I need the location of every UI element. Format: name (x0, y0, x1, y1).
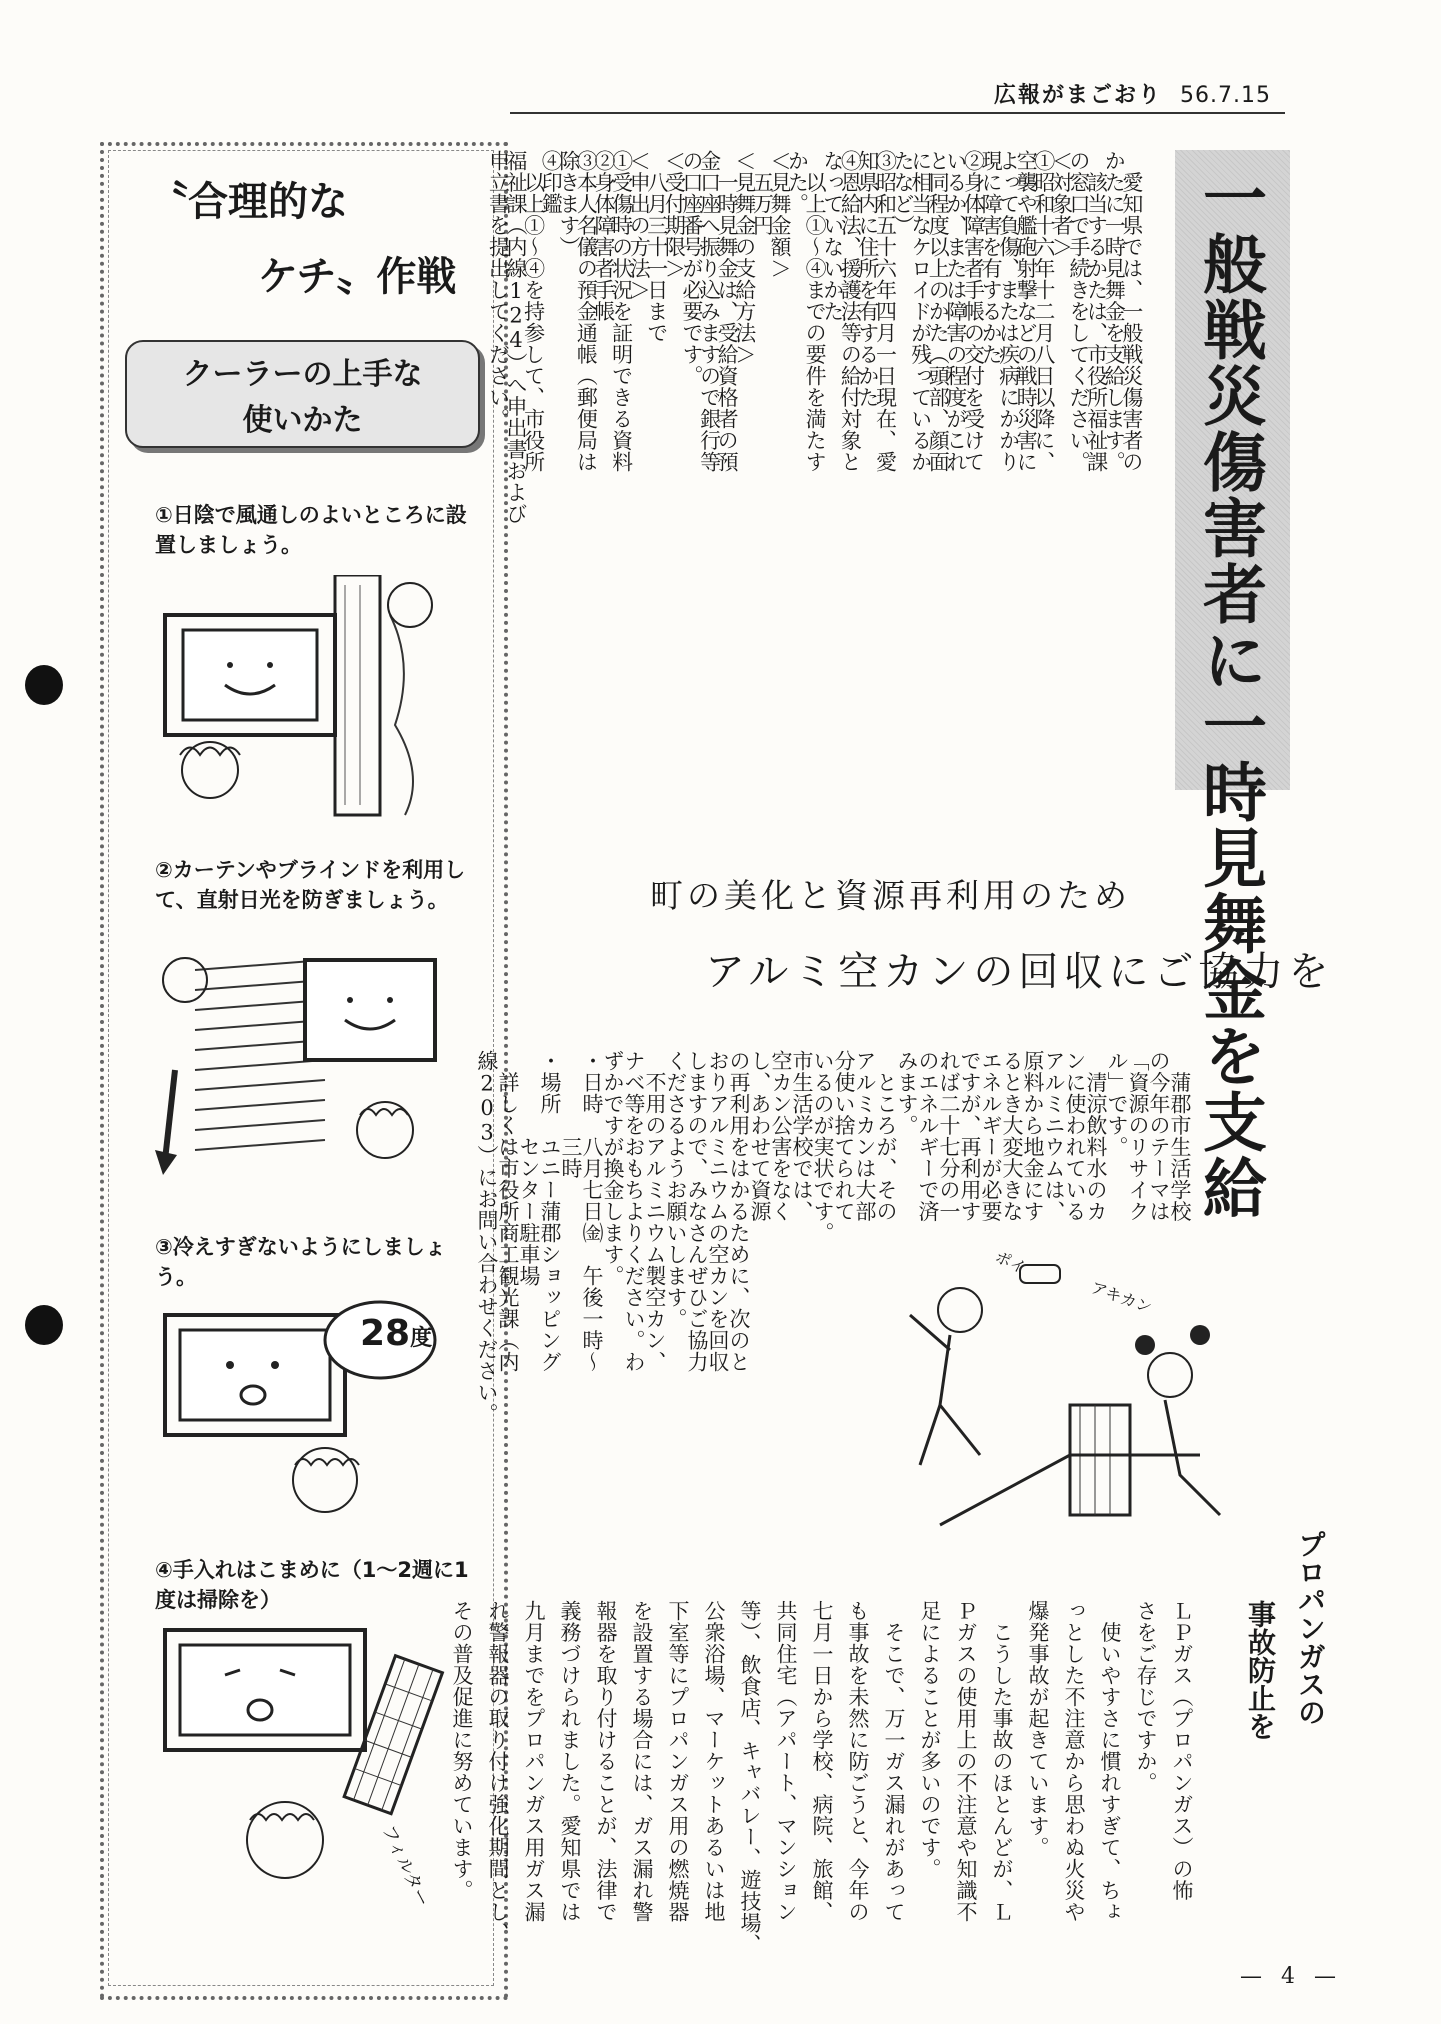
war-article-body (486, 150, 1175, 780)
alumi-article-line: ところが、その (874, 1050, 898, 1222)
panel-subtitle-box (125, 340, 480, 448)
alumi-article-line: ル」です。 (1105, 1050, 1129, 1158)
alumi-article-line: いるのが実状です。 (811, 1050, 835, 1244)
propane-article-line: 共同住宅（アパート、マンション (774, 1600, 798, 1923)
war-article-line: 五万円 (750, 150, 775, 236)
alumi-article-line: 市生活学校では、 (790, 1050, 814, 1222)
war-article-line: 一時見舞金は、受給資格者の預 (715, 150, 740, 473)
tip-1: ①日陰で風通しのよいところに設置しましょう。 (155, 503, 467, 557)
propane-article-line: 使いやすさに慣れすぎて、ちょ (1098, 1600, 1122, 1923)
alumi-article-line: れば二十七分の一 (937, 1050, 961, 1222)
war-article-line: 知県内に住所を有するかた (855, 150, 880, 408)
war-article-line: ②身体障害者手帳の交付を受けて (961, 150, 986, 473)
war-article-line: よって負傷、または疾病にかかり (996, 150, 1021, 473)
issue-date: 56.7.15 (1180, 83, 1271, 108)
war-article-line: ③昭和五十六年四月一日現在、愛 (873, 150, 898, 473)
sfx-akikan: アキカン (1088, 1277, 1155, 1318)
alumi-article-line: の再利用をはかるために、次のと (727, 1050, 751, 1373)
propane-article-line: 義務づけられました。愛知県では (558, 1600, 582, 1923)
propane-article-line: 公衆浴場、マーケットあるいは地 (702, 1600, 726, 1923)
alumi-article-line: 空カン公害をなく (769, 1050, 793, 1222)
propane-article-line: Ｐガスの使用上の不注意や知識不 (954, 1600, 978, 1923)
alumi-article-line: の今年のテーマは (1147, 1050, 1171, 1222)
war-article-line: ＜見舞金額＞ (767, 150, 792, 279)
propane-article-columns (444, 1600, 1200, 1980)
tip-3: ③冷えすぎないようにしましょう。 (155, 1235, 446, 1289)
temperature-value: 28 (360, 1313, 411, 1354)
war-article-line: 除きます） (556, 150, 581, 258)
propane-article-line: さをご存じですか。 (1134, 1600, 1158, 1794)
header-rule (510, 112, 1285, 114)
war-article-line: に相当なケロイドが残っているか (908, 150, 933, 473)
alumi-article-line: ・日時 八月七日㈮ 午後一時〜 (580, 1050, 604, 1373)
cool-setting-illustration (155, 1295, 455, 1535)
alumi-headline-line2: アルミ空カンの回収にご協力を (705, 949, 1334, 995)
blinds-illustration (155, 950, 455, 1220)
alumi-article-line: 原料から地金にす (1021, 1050, 1045, 1222)
propane-article-line: 足によることが多いのです。 (918, 1600, 942, 1880)
alumi-article-line: おりアルミニウムの空カンを回収 (706, 1050, 730, 1373)
aircon-shade-illustration (155, 575, 455, 825)
alumi-article-line: 詳しくは市役所商工観光課（内 (496, 1050, 520, 1373)
propane-headline-line2: 事故防止を (1244, 1600, 1277, 1740)
alumi-article-line: 線203）にお問い合わせください。 (475, 1050, 499, 1425)
alumi-article-line: エネルギーが必要 (979, 1050, 1003, 1222)
propane-article-line: 爆発事故が起きています。 (1026, 1600, 1050, 1858)
tip-2: ②カーテンやブラインドを利用して、直射日光を防ぎましょう。 (155, 858, 466, 912)
war-article-line: かたに一時見舞金を支給します。 (1102, 150, 1127, 473)
war-article-line: ③本人名儀の預金通帳（郵便局は (574, 150, 599, 473)
war-article-line: いるか、または障害の程度がこれ (943, 150, 968, 473)
alumi-article-line: ンに使われている (1063, 1050, 1087, 1222)
war-article-line: ＜受付期限＞ (662, 150, 687, 279)
alumi-article-line: 蒲郡市生活学校 (1168, 1050, 1192, 1222)
alumi-article-line: くださるようお願いします。 (664, 1050, 688, 1330)
propane-article-line: その普及促進に努めています。 (450, 1600, 474, 1901)
temperature-label (360, 1313, 432, 1354)
alumi-article-line: のエネルギーで済 (916, 1050, 940, 1222)
war-article-columns (486, 150, 1144, 780)
war-article-line: と同程度以上のかた（頭部、顔面 (926, 150, 951, 473)
alumi-article-line: 分使い捨てられて (832, 1050, 856, 1222)
alumi-article-line: ずかですが換金します。 (601, 1050, 625, 1287)
propane-article-line: を設置する場合には、ガス漏れ警 (630, 1600, 654, 1923)
punch-hole (25, 1305, 63, 1345)
war-article-line: 愛知県では、一般戦災傷害者の (1119, 150, 1144, 473)
panel-title-line2: ケチ〟作戦 (258, 254, 457, 300)
panel-subtitle-line2: 使いかた (242, 403, 363, 438)
page-number: — 4 — (1240, 1964, 1342, 1989)
alumi-article-line: ナベ等をおもちよりください。わ (622, 1050, 646, 1373)
war-article-line: 以上①〜④までの要件を満たす (803, 150, 828, 473)
war-article-line: なっていないかた (820, 150, 845, 322)
propane-article-line: 下室等にプロパンガス用の燃焼器 (666, 1600, 690, 1923)
can-cartoon (900, 1255, 1230, 1535)
panel-subtitle-line1: クーラーの上手な (182, 357, 423, 392)
war-article-line: かた。 (785, 150, 810, 215)
propane-article-line: ＬＰガス（プロパンガス）の怖 (1170, 1600, 1194, 1901)
alumi-article-line: アルミカンは大部 (853, 1050, 877, 1222)
war-article-line: の口座番号が必要です。 (679, 150, 704, 387)
filter-label: フィルター (377, 1821, 434, 1911)
war-article-line: たなど） (891, 150, 916, 236)
war-article-line: ①受傷時の状況を証明できる資料 (609, 150, 634, 473)
war-article-line: 現に障害を有するかた (979, 150, 1004, 365)
panel-title-line1: 〝合理的な (148, 179, 348, 225)
war-article-headline: 一般戦災傷害者に一時見舞金を支給 (1192, 165, 1266, 1221)
punch-hole (25, 665, 63, 705)
can-collection-illustration (900, 1247, 1230, 1535)
alumi-article-line: ですが、再利用す (958, 1050, 982, 1222)
propane-article-line: こうした事故のほとんどが、Ｌ (990, 1600, 1014, 1923)
alumi-headline-line1: 町の美化と資源再利用のため (650, 876, 1131, 915)
propane-article-line: 等）、飲食店、キャバレー、遊技場、 (738, 1600, 762, 1955)
war-article-line: 福祉課（内線124）へ申出書および (504, 150, 529, 525)
propane-article-line: 報器を取り付けることが、法律で (594, 1600, 618, 1923)
alumi-article-line: みます。 (895, 1050, 919, 1136)
sfx-poi: ポイ (992, 1247, 1030, 1278)
alumi-article-line: し、あわせて資源 (748, 1050, 772, 1222)
alumi-article-line: 三時 (559, 1050, 583, 1179)
war-article-line: ＜対象者＞ (1049, 150, 1074, 258)
war-article-line: 該当するかたは、市役所福祉課 (1084, 150, 1109, 473)
propane-article-line: そこで、万一ガス漏れがあって (882, 1600, 906, 1923)
temperature-unit: 度 (410, 1326, 433, 1351)
war-article-line: ＜見舞金の支給方法＞ (732, 150, 757, 365)
publication-name: 広報がまごおり (994, 83, 1163, 108)
page-header (994, 78, 1271, 109)
war-article-line: 八月三十一日まで (644, 150, 669, 344)
war-article-line: ①昭和十六年十二月八日以降に、 (1031, 150, 1056, 473)
propane-article-line: 七月一日から学校、病院、旅館、 (810, 1600, 834, 1923)
war-article-line: 空襲や艦砲射撃などの戦時災害に (1014, 150, 1039, 473)
war-article-line: の窓口で手続きをしてください。 (1067, 150, 1092, 473)
tip-4: ④手入れはこまめに（1〜2週に1度は掃除を） (155, 1558, 469, 1612)
alumi-article-line: アルミニウムは、 (1042, 1050, 1066, 1222)
war-article-line: ④恩給法、援護法等の給付対象と (838, 150, 863, 473)
propane-article-line: 九月までをプロパンガス用ガス漏 (522, 1600, 546, 1923)
war-article-line: ④印鑑 (539, 150, 564, 215)
alumi-article-line: るとき大変大きな (1000, 1050, 1024, 1222)
war-article-line: ②身体障害者手帳 (592, 150, 616, 322)
propane-article-line: っとした不注意から思わぬ火災や (1062, 1600, 1086, 1923)
war-article-line: 以上①〜④を持参して、市役所 (521, 150, 546, 473)
alumi-article-line: 清涼飲料水のカ (1084, 1050, 1108, 1222)
alumi-article-line: 不用のアルミニウム製空カン、 (643, 1050, 667, 1373)
war-article-line: 金口座へ振り込みますので銀行等 (697, 150, 722, 473)
propane-article-line: も事故を未然に防ごうと、今年の (846, 1600, 870, 1923)
alumi-article-line: センター駐車場 (517, 1050, 541, 1287)
propane-article-body (450, 1600, 1272, 1980)
war-article-line: ＜申出の方法＞ (627, 150, 652, 301)
war-article-line: 申立書を提出してください。 (486, 150, 511, 430)
alumi-article-line: しますので、みなさんぜひご協力 (685, 1050, 709, 1373)
alumi-article-line: ・場所 ユニー蒲郡ショッピング (538, 1050, 562, 1373)
propane-headline-line1: プロパンガスの (1294, 1530, 1327, 1726)
alumi-article-line: 「資源のリサイク (1126, 1050, 1150, 1222)
propane-article-line: れ警報器の取り付け強化期間とし、 (486, 1600, 510, 1944)
